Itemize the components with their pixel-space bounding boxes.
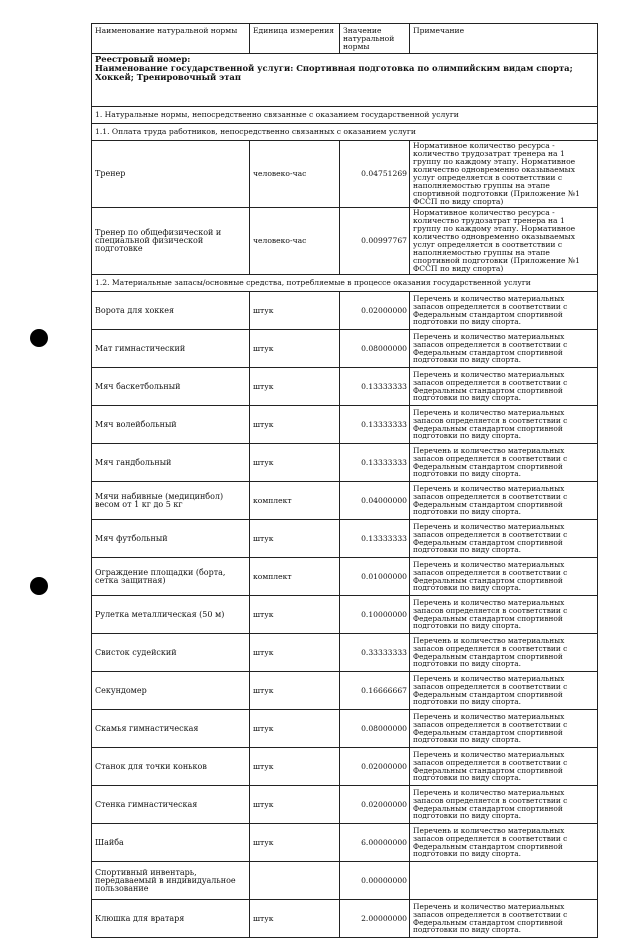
section-1-title: 1. Натуральные нормы, непосредственно связанные с оказанием государственной услуги bbox=[92, 107, 598, 124]
material-name: Мяч футбольный bbox=[92, 520, 250, 558]
material-unit: комплект bbox=[250, 558, 340, 596]
material-note: Перечень и количество материальных запасов определяется в соответствии с Федеральным стандартом спортивной подготовки по виду спорта. bbox=[410, 406, 598, 444]
registry-cell bbox=[92, 54, 598, 107]
table-row bbox=[92, 748, 598, 786]
section-row bbox=[92, 107, 598, 124]
material-value: 0.08000000 bbox=[340, 710, 410, 748]
table-row bbox=[92, 634, 598, 672]
material-name: Спортивный инвентарь, передаваемый в индивидуальное пользование bbox=[92, 862, 250, 900]
norms-table bbox=[91, 23, 598, 938]
table-row bbox=[92, 710, 598, 748]
material-note: Перечень и количество материальных запасов определяется в соответствии с Федеральным стандартом спортивной подготовки по виду спорта. bbox=[410, 482, 598, 520]
material-unit: штук bbox=[250, 406, 340, 444]
material-value: 0.16666667 bbox=[340, 672, 410, 710]
section-1-1-title: 1.1. Оплата труда работников, непосредственно связанных с оказанием услуги bbox=[92, 124, 598, 141]
material-name: Ворота для хоккея bbox=[92, 292, 250, 330]
table-row bbox=[92, 444, 598, 482]
table-row bbox=[92, 208, 598, 275]
material-unit: комплект bbox=[250, 482, 340, 520]
material-note: Перечень и количество материальных запасов определяется в соответствии с Федеральным стандартом спортивной подготовки по виду спорта. bbox=[410, 520, 598, 558]
material-note: Перечень и количество материальных запасов определяется в соответствии с Федеральным стандартом спортивной подготовки по виду спорта. bbox=[410, 900, 598, 938]
table-row bbox=[92, 900, 598, 938]
material-name: Мяч волейбольный bbox=[92, 406, 250, 444]
material-name: Стенка гимнастическая bbox=[92, 786, 250, 824]
material-value: 0.02000000 bbox=[340, 748, 410, 786]
table-row bbox=[92, 862, 598, 900]
material-value: 0.10000000 bbox=[340, 596, 410, 634]
table-row bbox=[92, 558, 598, 596]
trainer-name: Тренер bbox=[92, 141, 250, 208]
material-name: Шайба bbox=[92, 824, 250, 862]
material-value: 0.13333333 bbox=[340, 444, 410, 482]
table-row bbox=[92, 406, 598, 444]
punch-hole-bottom bbox=[30, 577, 48, 595]
material-name: Мяч гандбольный bbox=[92, 444, 250, 482]
table-row bbox=[92, 786, 598, 824]
material-note: Перечень и количество материальных запасов определяется в соответствии с Федеральным стандартом спортивной подготовки по виду спорта. bbox=[410, 824, 598, 862]
table-row bbox=[92, 672, 598, 710]
material-unit: штук bbox=[250, 368, 340, 406]
material-unit: штук bbox=[250, 444, 340, 482]
material-unit bbox=[250, 862, 340, 900]
material-unit: штук bbox=[250, 710, 340, 748]
material-value: 2.00000000 bbox=[340, 900, 410, 938]
material-note: Перечень и количество материальных запасов определяется в соответствии с Федеральным стандартом спортивной подготовки по виду спорта. bbox=[410, 558, 598, 596]
registry-number: Реестровый номер: bbox=[95, 54, 191, 64]
material-unit: штук bbox=[250, 634, 340, 672]
material-value: 0.00000000 bbox=[340, 862, 410, 900]
material-name: Мячи набивные (медицинбол) весом от 1 кг до 5 кг bbox=[92, 482, 250, 520]
material-value: 0.13333333 bbox=[340, 520, 410, 558]
material-note: Перечень и количество материальных запасов определяется в соответствии с Федеральным стандартом спортивной подготовки по виду спорта. bbox=[410, 330, 598, 368]
section-1-2-title: 1.2. Материальные запасы/основные средства, потребляемые в процессе оказания государственной услуги bbox=[92, 275, 598, 292]
trainer-name: Тренер по общефизической и специальной физической подготовке bbox=[92, 208, 250, 275]
service-name: Наименование государственной услуги: Спортивная подготовка по олимпийским видам спорта; Хоккей; Тренировочный этап bbox=[95, 63, 573, 82]
material-note: Перечень и количество материальных запасов определяется в соответствии с Федеральным стандартом спортивной подготовки по виду спорта. bbox=[410, 748, 598, 786]
header-note: Примечание bbox=[410, 24, 598, 54]
material-note: Перечень и количество материальных запасов определяется в соответствии с Федеральным стандартом спортивной подготовки по виду спорта. bbox=[410, 596, 598, 634]
material-value: 0.08000000 bbox=[340, 330, 410, 368]
material-name: Ограждение площадки (борта, сетка защитная) bbox=[92, 558, 250, 596]
material-note: Перечень и количество материальных запасов определяется в соответствии с Федеральным стандартом спортивной подготовки по виду спорта. bbox=[410, 444, 598, 482]
material-value: 0.02000000 bbox=[340, 786, 410, 824]
trainer-unit: человеко-час bbox=[250, 208, 340, 275]
header-name: Наименование натуральной нормы bbox=[92, 24, 250, 54]
material-note: Перечень и количество материальных запасов определяется в соответствии с Федеральным стандартом спортивной подготовки по виду спорта. bbox=[410, 634, 598, 672]
material-note: Перечень и количество материальных запасов определяется в соответствии с Федеральным стандартом спортивной подготовки по виду спорта. bbox=[410, 672, 598, 710]
material-name: Мат гимнастический bbox=[92, 330, 250, 368]
material-unit: штук bbox=[250, 520, 340, 558]
table-row bbox=[92, 141, 598, 208]
section-row bbox=[92, 275, 598, 292]
table-row bbox=[92, 520, 598, 558]
material-value: 0.33333333 bbox=[340, 634, 410, 672]
material-unit: штук bbox=[250, 748, 340, 786]
trainer-value: 0.00997767 bbox=[340, 208, 410, 275]
material-note: Перечень и количество материальных запасов определяется в соответствии с Федеральным стандартом спортивной подготовки по виду спорта. bbox=[410, 786, 598, 824]
material-unit: штук bbox=[250, 824, 340, 862]
material-note: Перечень и количество материальных запасов определяется в соответствии с Федеральным стандартом спортивной подготовки по виду спорта. bbox=[410, 710, 598, 748]
material-name: Свисток судейский bbox=[92, 634, 250, 672]
table-row bbox=[92, 824, 598, 862]
material-name: Секундомер bbox=[92, 672, 250, 710]
punch-hole-top bbox=[30, 329, 48, 347]
header-unit: Единица измерения bbox=[250, 24, 340, 54]
material-name: Рулетка металлическая (50 м) bbox=[92, 596, 250, 634]
material-value: 0.04000000 bbox=[340, 482, 410, 520]
registry-row bbox=[92, 54, 598, 107]
material-name: Клюшка для вратаря bbox=[92, 900, 250, 938]
material-unit: штук bbox=[250, 786, 340, 824]
table-header-row bbox=[92, 24, 598, 54]
material-unit: штук bbox=[250, 292, 340, 330]
material-unit: штук bbox=[250, 596, 340, 634]
material-unit: штук bbox=[250, 900, 340, 938]
material-value: 6.00000000 bbox=[340, 824, 410, 862]
material-note bbox=[410, 862, 598, 900]
header-value: Значение натуральной нормы bbox=[340, 24, 410, 54]
trainer-unit: человеко-час bbox=[250, 141, 340, 208]
material-value: 0.02000000 bbox=[340, 292, 410, 330]
material-name: Мяч баскетбольный bbox=[92, 368, 250, 406]
material-value: 0.13333333 bbox=[340, 368, 410, 406]
table-row bbox=[92, 330, 598, 368]
section-row bbox=[92, 124, 598, 141]
trainer-note: Нормативное количество ресурса - количество трудозатрат тренера на 1 группу по каждому этапу. Нормативное количество одновременно оказываемых услуг определяется в соответствии с наполняемостью группы на этапе спортивной подготовки (Приложение №1 ФССП по виду спорта) bbox=[410, 208, 598, 275]
table-row bbox=[92, 482, 598, 520]
material-unit: штук bbox=[250, 330, 340, 368]
material-name: Станок для точки коньков bbox=[92, 748, 250, 786]
material-name: Скамья гимнастическая bbox=[92, 710, 250, 748]
table-row bbox=[92, 596, 598, 634]
table-row bbox=[92, 368, 598, 406]
trainer-value: 0.04751269 bbox=[340, 141, 410, 208]
trainer-note: Нормативное количество ресурса - количество трудозатрат тренера на 1 группу по каждому этапу. Нормативное количество одновременно оказываемых услуг определяется в соответствии с наполняемостью группы на этапе спортивной подготовки (Приложение №1 ФССП по виду спорта) bbox=[410, 141, 598, 208]
material-value: 0.13333333 bbox=[340, 406, 410, 444]
material-note: Перечень и количество материальных запасов определяется в соответствии с Федеральным стандартом спортивной подготовки по виду спорта. bbox=[410, 368, 598, 406]
table-row bbox=[92, 292, 598, 330]
material-value: 0.01000000 bbox=[340, 558, 410, 596]
material-unit: штук bbox=[250, 672, 340, 710]
material-note: Перечень и количество материальных запасов определяется в соответствии с Федеральным стандартом спортивной подготовки по виду спорта. bbox=[410, 292, 598, 330]
norms-table-body bbox=[92, 24, 598, 938]
